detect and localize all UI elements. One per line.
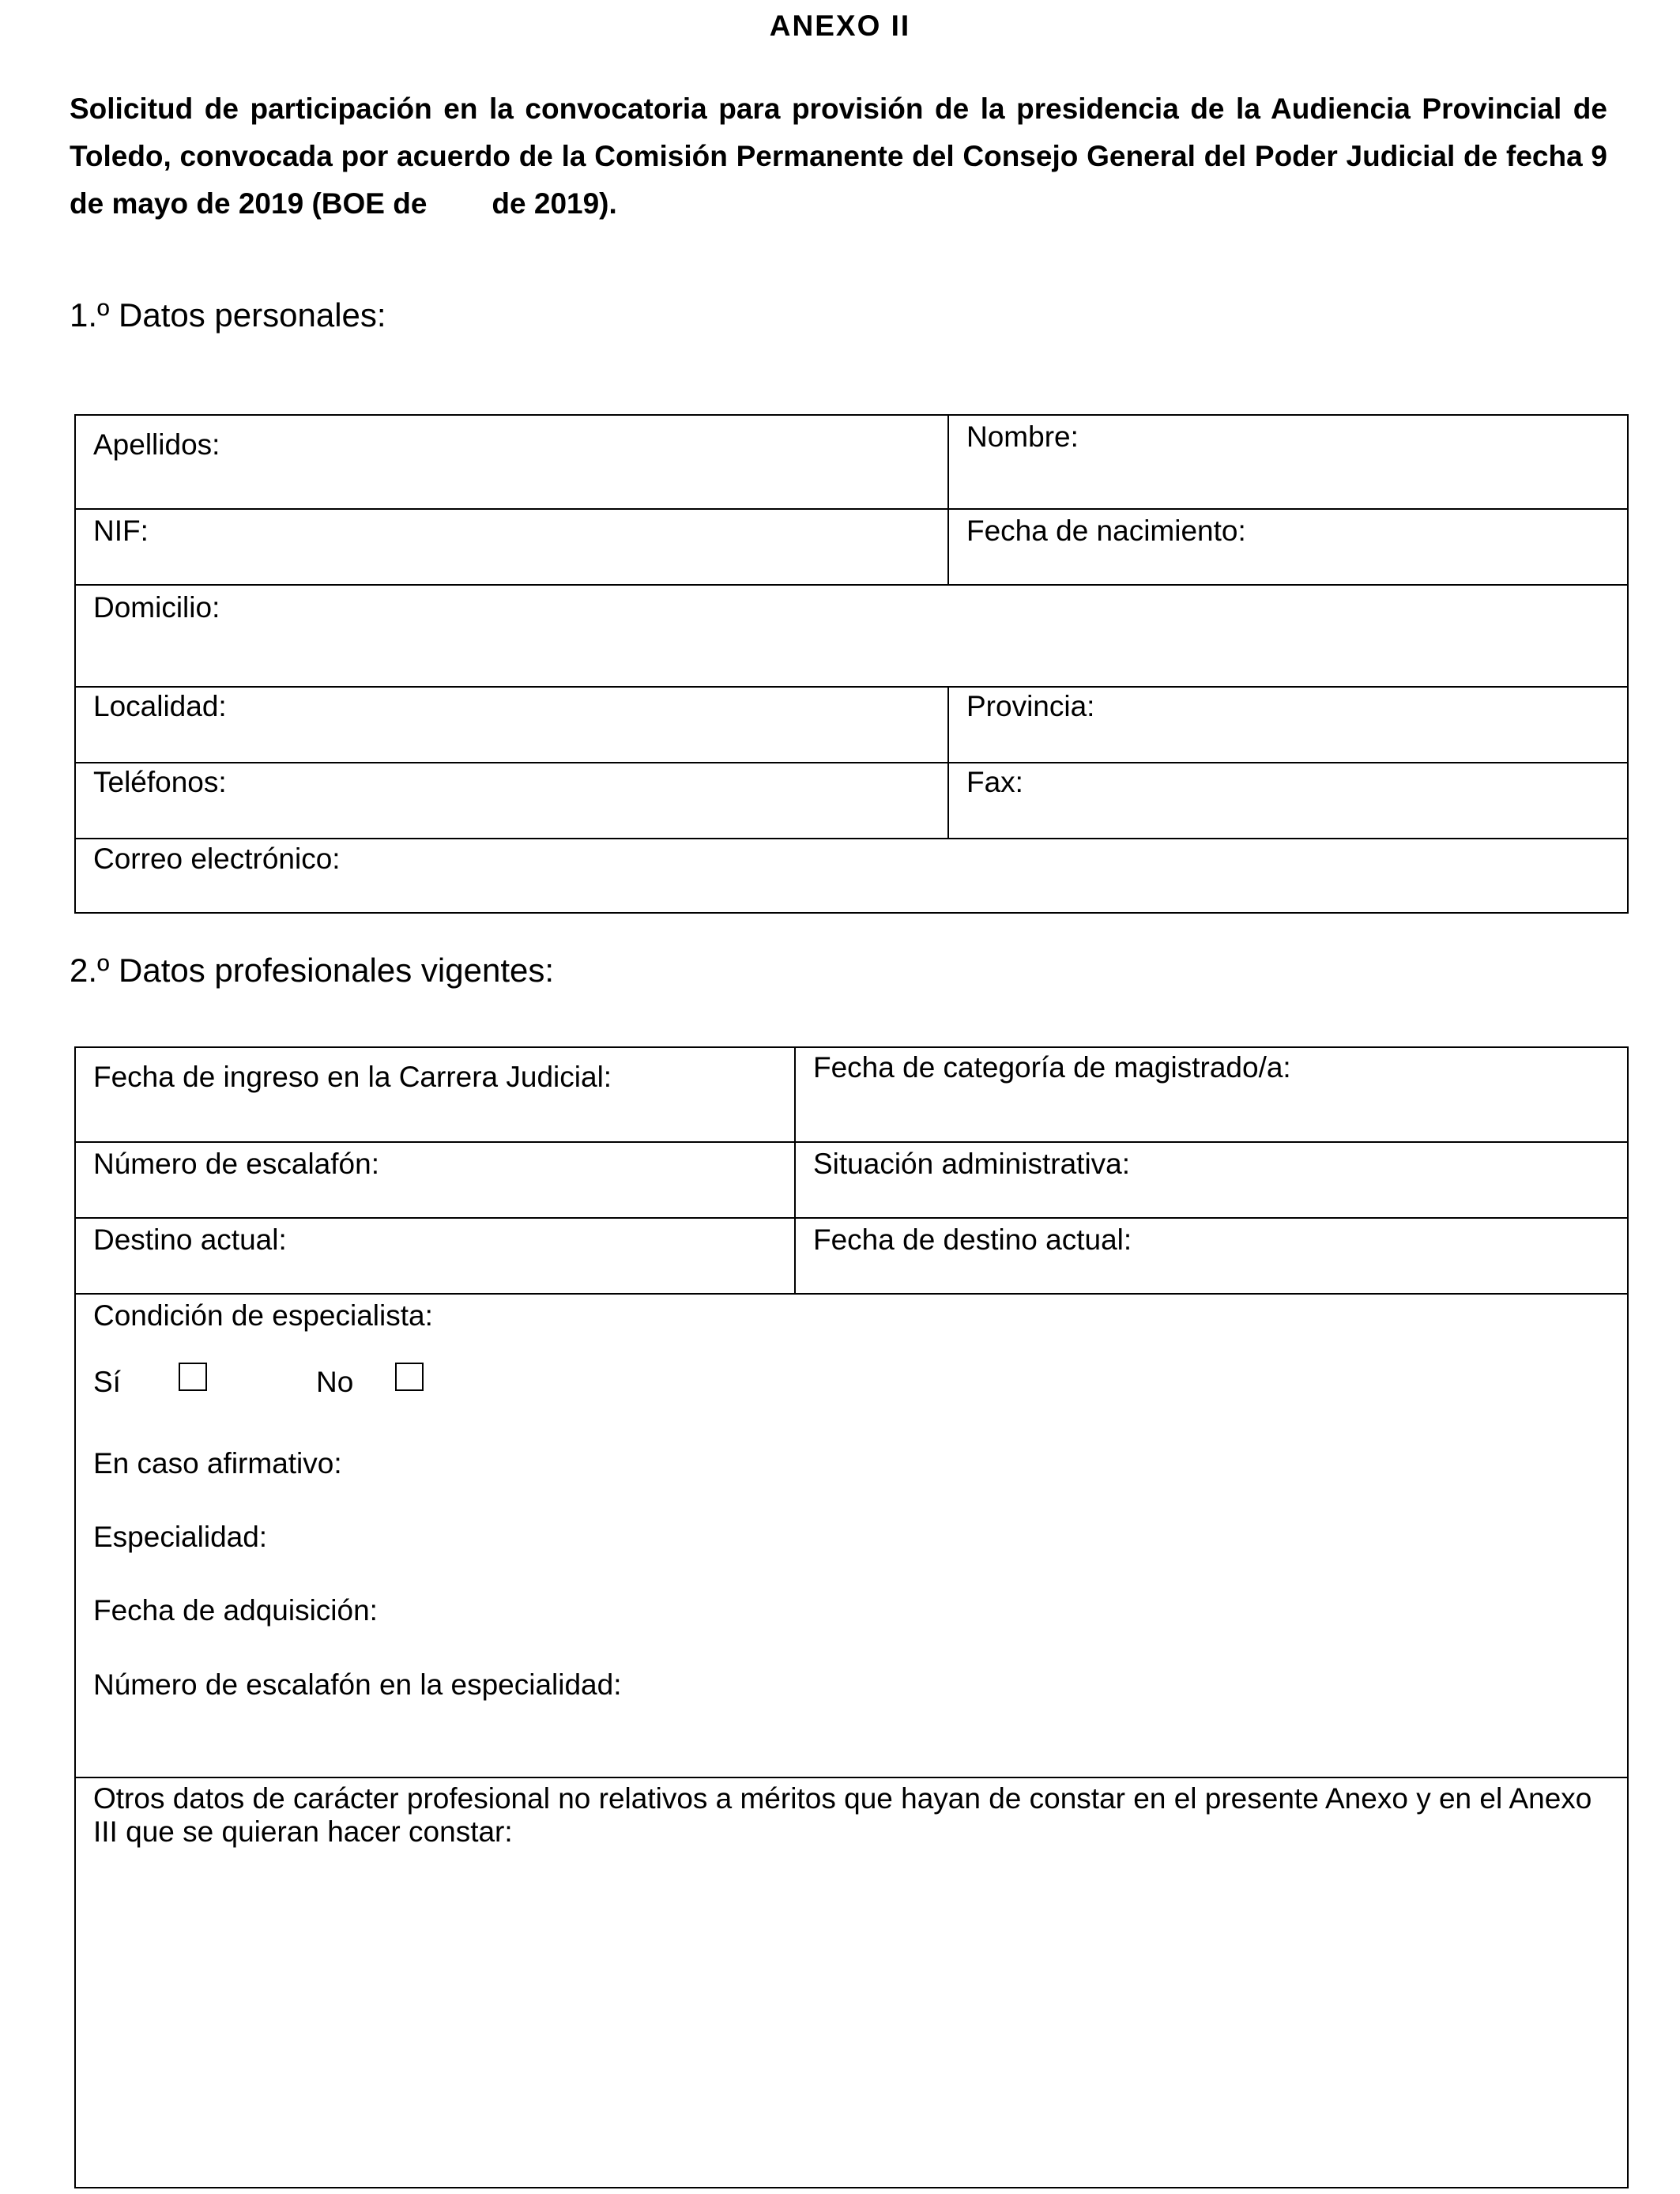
row-divider bbox=[76, 1777, 1627, 1778]
fecha-adquisicion-field[interactable]: Fecha de adquisición: bbox=[93, 1594, 378, 1627]
si-label: Sí bbox=[93, 1366, 121, 1398]
especialidad-field[interactable]: Especialidad: bbox=[93, 1521, 268, 1553]
caso-afirmativo-label: En caso afirmativo: bbox=[93, 1447, 342, 1480]
fecha-categoria-field[interactable]: Fecha de categoría de magistrado/a: bbox=[813, 1051, 1291, 1084]
personal-data-table bbox=[74, 414, 1629, 914]
localidad-field[interactable]: Localidad: bbox=[93, 690, 227, 722]
page-title: ANEXO II bbox=[769, 9, 911, 42]
fecha-destino-field[interactable]: Fecha de destino actual: bbox=[813, 1223, 1132, 1256]
intro-paragraph bbox=[70, 85, 1607, 228]
row-divider bbox=[76, 584, 1627, 586]
nombre-field[interactable]: Nombre: bbox=[966, 420, 1079, 453]
row-divider bbox=[76, 838, 1627, 839]
professional-data-table bbox=[74, 1046, 1629, 2188]
section-heading-personal: 1.º Datos personales: bbox=[70, 296, 386, 334]
nif-field[interactable]: NIF: bbox=[93, 515, 149, 547]
condicion-especialista-label: Condición de especialista: bbox=[93, 1299, 433, 1332]
fecha-ingreso-field[interactable]: Fecha de ingreso en la Carrera Judicial: bbox=[93, 1061, 612, 1093]
domicilio-field[interactable]: Domicilio: bbox=[93, 591, 220, 624]
row-divider bbox=[76, 686, 1627, 688]
correo-field[interactable]: Correo electrónico: bbox=[93, 843, 341, 875]
telefonos-field[interactable]: Teléfonos: bbox=[93, 766, 227, 798]
row-divider bbox=[76, 1293, 1627, 1295]
intro-text-end: de 2019). bbox=[492, 187, 617, 220]
apellidos-field[interactable]: Apellidos: bbox=[93, 428, 220, 461]
fax-field[interactable]: Fax: bbox=[966, 766, 1023, 798]
si-checkbox[interactable] bbox=[179, 1363, 207, 1391]
numero-escalafon-field[interactable]: Número de escalafón: bbox=[93, 1148, 379, 1180]
row-divider bbox=[76, 762, 1627, 763]
numero-escalafon-especialidad-field[interactable]: Número de escalafón en la especialidad: bbox=[93, 1668, 622, 1701]
row-divider bbox=[76, 1141, 1627, 1143]
no-checkbox[interactable] bbox=[395, 1363, 424, 1391]
destino-field[interactable]: Destino actual: bbox=[93, 1223, 287, 1256]
situacion-field[interactable]: Situación administrativa: bbox=[813, 1148, 1131, 1180]
intro-text: Solicitud de participación en la convocatoria para provisión de la presidencia de la Audiencia Provincial de Toledo, convocada por acuerdo de la Comisión Permanente del Consejo General del Poder Judicial de fecha 9 de mayo de 2019 (BOE de bbox=[70, 92, 1607, 220]
no-label: No bbox=[316, 1366, 354, 1398]
provincia-field[interactable]: Provincia: bbox=[966, 690, 1095, 722]
section-heading-professional: 2.º Datos profesionales vigentes: bbox=[70, 952, 555, 989]
fecha-nacimiento-field[interactable]: Fecha de nacimiento: bbox=[966, 515, 1246, 547]
row-divider bbox=[76, 1217, 1627, 1219]
row-divider bbox=[76, 508, 1627, 510]
otros-datos-field[interactable]: Otros datos de carácter profesional no relativos a méritos que hayan de constar en el presente Anexo y en el Anexo III que se quieran hacer constar: bbox=[93, 1782, 1592, 1848]
